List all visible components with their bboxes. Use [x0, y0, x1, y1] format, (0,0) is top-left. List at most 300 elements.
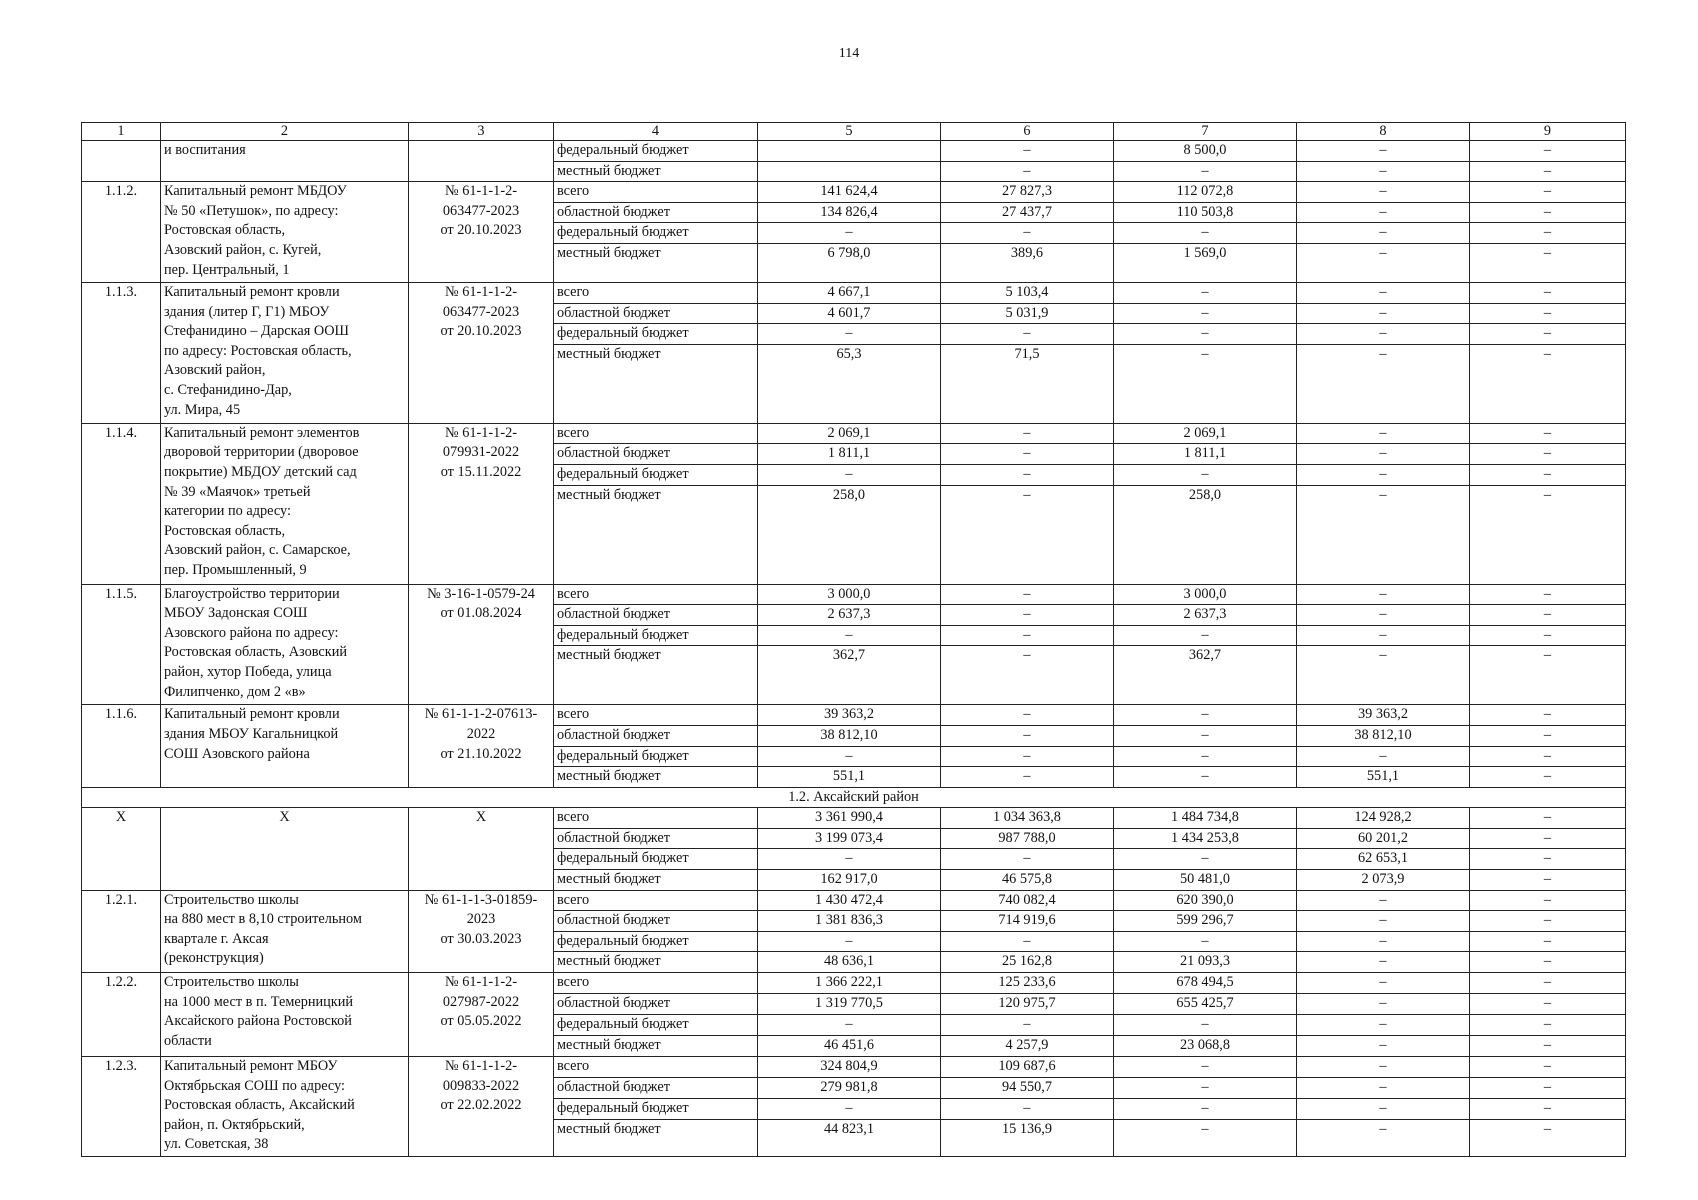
document-number [409, 282, 554, 423]
amount-cell: – [1470, 767, 1626, 788]
object-name-text: Капитальный ремонт кровли здания (литер Г, Г1) МБОУ Стефанидино – Дарская ООШ по адресу: Ростовская область, Азовский район, с. Стефанидино-Дар, ул. Мира, 45 [164, 283, 352, 418]
amount-cell: 46 575,8 [941, 870, 1114, 891]
budget-source: федеральный бюджет [554, 1099, 758, 1120]
table-row [82, 282, 1626, 303]
object-name-text: Капитальный ремонт элементов дворовой территории (дворовое покрытие) МБДОУ детский сад № 39 «Маячок» третьей категории по адресу: Ростовская область, Азовский район, с. Самарское, пер. Промышленный, 9 [164, 424, 360, 578]
amount-cell: – [1114, 1120, 1297, 1157]
document-number [409, 423, 554, 584]
amount-cell: – [1470, 705, 1626, 726]
document-number-text: № 61-1-1-2- 027987-2022 от 05.05.2022 [440, 974, 522, 1030]
document-number [409, 182, 554, 283]
amount-cell: – [1297, 1099, 1470, 1120]
amount-cell: – [1470, 625, 1626, 646]
document-number [409, 973, 554, 1057]
table-row [82, 890, 1626, 911]
amount-cell: 1 034 363,8 [941, 808, 1114, 829]
table-row [82, 973, 1626, 994]
amount-cell: 1 569,0 [1114, 243, 1297, 282]
object-name [161, 705, 409, 787]
table-row [82, 182, 1626, 203]
amount-cell: – [941, 485, 1114, 584]
amount-cell: – [1470, 202, 1626, 223]
column-numbers-row [82, 123, 1626, 141]
amount-cell: – [1297, 584, 1470, 605]
amount-cell: – [1297, 746, 1470, 767]
budget-source: всего [554, 973, 758, 994]
amount-cell: – [1470, 1078, 1626, 1099]
amount-cell: 27 437,7 [941, 202, 1114, 223]
amount-cell: – [1297, 223, 1470, 244]
amount-cell: – [1114, 464, 1297, 485]
amount-cell: 6 798,0 [758, 243, 941, 282]
amount-cell: – [1297, 605, 1470, 626]
amount-cell: 27 827,3 [941, 182, 1114, 203]
amount-cell: – [1470, 141, 1626, 162]
budget-source: федеральный бюджет [554, 223, 758, 244]
amount-cell: 551,1 [758, 767, 941, 788]
amount-cell: 2 073,9 [1297, 870, 1470, 891]
amount-cell: – [941, 464, 1114, 485]
amount-cell: 5 103,4 [941, 282, 1114, 303]
amount-cell: 2 069,1 [758, 423, 941, 444]
amount-cell: – [1470, 444, 1626, 465]
amount-cell: 4 667,1 [758, 282, 941, 303]
object-name-text: Благоустройство территории МБОУ Задонская СОШ Азовского района по адресу: Ростовская область, Азовский район, хутор Победа, улица Филипченко, дом 2 «в» [164, 585, 347, 700]
amount-cell: 362,7 [758, 646, 941, 705]
amount-cell: – [1297, 1015, 1470, 1036]
amount-cell: – [1114, 344, 1297, 423]
budget-source: федеральный бюджет [554, 931, 758, 952]
object-name-text: Капитальный ремонт МБОУ Октябрьская СОШ по адресу: Ростовская область, Аксайский район, п. Октябрьский, ул. Советская, 38 [164, 1058, 355, 1153]
item-number: Х [82, 808, 161, 890]
amount-cell: 655 425,7 [1114, 994, 1297, 1015]
amount-cell: – [1470, 746, 1626, 767]
amount-cell: – [758, 625, 941, 646]
budget-source: всего [554, 890, 758, 911]
amount-cell: – [1470, 223, 1626, 244]
amount-cell: – [941, 849, 1114, 870]
amount-cell: 1 381 836,3 [758, 911, 941, 932]
amount-cell: – [1297, 243, 1470, 282]
amount-cell: 25 162,8 [941, 952, 1114, 973]
amount-cell: 109 687,6 [941, 1057, 1114, 1078]
amount-cell: – [1470, 1057, 1626, 1078]
amount-cell: – [1297, 646, 1470, 705]
amount-cell: – [941, 725, 1114, 746]
table-row [82, 141, 1626, 162]
budget-source: областной бюджет [554, 828, 758, 849]
amount-cell: – [1470, 584, 1626, 605]
amount-cell: – [758, 324, 941, 345]
amount-cell: 620 390,0 [1114, 890, 1297, 911]
amount-cell: – [941, 1099, 1114, 1120]
amount-cell: 4 257,9 [941, 1036, 1114, 1057]
budget-source: федеральный бюджет [554, 746, 758, 767]
amount-cell: 1 366 222,1 [758, 973, 941, 994]
amount-cell: 65,3 [758, 344, 941, 423]
amount-cell: – [1297, 344, 1470, 423]
amount-cell: 1 484 734,8 [1114, 808, 1297, 829]
amount-cell: – [1297, 1120, 1470, 1157]
document-number-text: № 61-1-1-2-07613- 2022 от 21.10.2022 [424, 706, 538, 762]
amount-cell: 124 928,2 [1297, 808, 1470, 829]
amount-cell: 38 812,10 [758, 725, 941, 746]
amount-cell: 987 788,0 [941, 828, 1114, 849]
budget-source: местный бюджет [554, 344, 758, 423]
amount-cell: – [1470, 890, 1626, 911]
amount-cell: – [1470, 870, 1626, 891]
amount-cell: – [1297, 303, 1470, 324]
budget-source: федеральный бюджет [554, 141, 758, 162]
amount-cell: – [1470, 849, 1626, 870]
object-name [161, 890, 409, 972]
budget-source: областной бюджет [554, 911, 758, 932]
amount-cell: – [941, 444, 1114, 465]
amount-cell: 71,5 [941, 344, 1114, 423]
amount-cell: 62 653,1 [1297, 849, 1470, 870]
amount-cell: 740 082,4 [941, 890, 1114, 911]
amount-cell: 1 430 472,4 [758, 890, 941, 911]
document-number-text: № 61-1-1-2- 009833-2022 от 22.02.2022 [440, 1058, 522, 1114]
column-number: 1 [82, 123, 161, 141]
amount-cell: – [1297, 1036, 1470, 1057]
item-number: 1.1.6. [82, 705, 161, 787]
amount-cell: – [1297, 1057, 1470, 1078]
budget-source: областной бюджет [554, 605, 758, 626]
budget-source: местный бюджет [554, 870, 758, 891]
budget-source: всего [554, 182, 758, 203]
budget-source: местный бюджет [554, 161, 758, 182]
object-name-text: Капитальный ремонт МБДОУ № 50 «Петушок», по адресу: Ростовская область, Азовский район, с. Кугей, пер. Центральный, 1 [164, 183, 347, 278]
budget-source: федеральный бюджет [554, 464, 758, 485]
column-number: 4 [554, 123, 758, 141]
amount-cell: – [1114, 324, 1297, 345]
document-number [409, 1057, 554, 1157]
amount-cell: – [1470, 911, 1626, 932]
object-name [161, 282, 409, 423]
object-name [161, 808, 409, 890]
amount-cell: 44 823,1 [758, 1120, 941, 1157]
amount-cell: 48 636,1 [758, 952, 941, 973]
object-name-text: и воспитания [164, 142, 246, 158]
budget-source: федеральный бюджет [554, 625, 758, 646]
amount-cell: – [1297, 282, 1470, 303]
budget-source: федеральный бюджет [554, 1015, 758, 1036]
amount-cell: 389,6 [941, 243, 1114, 282]
amount-cell: 258,0 [758, 485, 941, 584]
amount-cell: – [941, 1015, 1114, 1036]
budget-source: всего [554, 584, 758, 605]
amount-cell: – [1114, 1057, 1297, 1078]
object-name-text: Строительство школы на 880 мест в 8,10 строительном квартале г. Аксая (реконструкция) [164, 891, 362, 967]
document-number [409, 808, 554, 890]
amount-cell: – [1297, 625, 1470, 646]
item-number: 1.2.1. [82, 890, 161, 972]
table-row [82, 584, 1626, 605]
amount-cell: – [1114, 725, 1297, 746]
budget-source: всего [554, 808, 758, 829]
budget-source: областной бюджет [554, 994, 758, 1015]
amount-cell: – [1114, 161, 1297, 182]
document-number-text: № 61-1-1-2- 063477-2023 от 20.10.2023 [440, 183, 522, 239]
amount-cell: 279 981,8 [758, 1078, 941, 1099]
amount-cell [758, 141, 941, 162]
amount-cell: – [941, 705, 1114, 726]
amount-cell: – [941, 141, 1114, 162]
amount-cell: – [1470, 1015, 1626, 1036]
document-number [409, 141, 554, 182]
column-number: 2 [161, 123, 409, 141]
amount-cell: – [1470, 605, 1626, 626]
amount-cell: – [1470, 282, 1626, 303]
amount-cell: – [941, 584, 1114, 605]
amount-cell: 1 811,1 [1114, 444, 1297, 465]
amount-cell: 120 975,7 [941, 994, 1114, 1015]
amount-cell: – [1297, 890, 1470, 911]
amount-cell: – [1470, 808, 1626, 829]
amount-cell: – [1114, 1015, 1297, 1036]
amount-cell: 3 361 990,4 [758, 808, 941, 829]
amount-cell: – [1114, 1099, 1297, 1120]
document-number-text: № 61-1-1-2- 079931-2022 от 15.11.2022 [440, 424, 522, 480]
column-number: 9 [1470, 123, 1626, 141]
amount-cell: – [1114, 746, 1297, 767]
amount-cell: 162 917,0 [758, 870, 941, 891]
document-number-text: № 61-1-1-3-01859- 2023 от 30.03.2023 [424, 891, 538, 947]
amount-cell: 110 503,8 [1114, 202, 1297, 223]
district-heading: 1.2. Аксайский район [82, 787, 1626, 808]
amount-cell: 324 804,9 [758, 1057, 941, 1078]
amount-cell: – [1470, 646, 1626, 705]
amount-cell: – [1114, 849, 1297, 870]
amount-cell: – [1114, 931, 1297, 952]
column-number: 8 [1297, 123, 1470, 141]
amount-cell: – [758, 849, 941, 870]
object-name [161, 141, 409, 182]
object-name-text: Х [279, 809, 290, 826]
amount-cell: – [1297, 485, 1470, 584]
amount-cell: 50 481,0 [1114, 870, 1297, 891]
amount-cell: – [1114, 303, 1297, 324]
amount-cell: 15 136,9 [941, 1120, 1114, 1157]
amount-cell: – [1297, 1078, 1470, 1099]
amount-cell: – [1114, 625, 1297, 646]
amount-cell: 125 233,6 [941, 973, 1114, 994]
amount-cell: – [1297, 444, 1470, 465]
amount-cell: – [941, 324, 1114, 345]
amount-cell: 8 500,0 [1114, 141, 1297, 162]
amount-cell: – [1470, 952, 1626, 973]
budget-source: всего [554, 1057, 758, 1078]
amount-cell: – [941, 605, 1114, 626]
column-number: 5 [758, 123, 941, 141]
amount-cell: – [941, 746, 1114, 767]
amount-cell: – [941, 161, 1114, 182]
budget-source: местный бюджет [554, 485, 758, 584]
budget-source: областной бюджет [554, 202, 758, 223]
amount-cell: – [1297, 952, 1470, 973]
amount-cell: 362,7 [1114, 646, 1297, 705]
amount-cell: – [1470, 423, 1626, 444]
amount-cell: – [1297, 464, 1470, 485]
amount-cell: 94 550,7 [941, 1078, 1114, 1099]
amount-cell: – [758, 931, 941, 952]
item-number: 1.2.3. [82, 1057, 161, 1157]
amount-cell: – [1297, 423, 1470, 444]
amount-cell: – [1470, 344, 1626, 423]
amount-cell: – [1470, 243, 1626, 282]
table-body [82, 123, 1626, 1157]
amount-cell: – [1297, 973, 1470, 994]
table-row [82, 423, 1626, 444]
amount-cell: – [1470, 931, 1626, 952]
item-number: 1.1.5. [82, 584, 161, 705]
document-number-text: Х [475, 809, 487, 826]
amount-cell: 21 093,3 [1114, 952, 1297, 973]
amount-cell: – [1470, 994, 1626, 1015]
document-number-text: № 3-16-1-0579-24 от 01.08.2024 [427, 585, 535, 622]
amount-cell: – [1114, 1078, 1297, 1099]
amount-cell [758, 161, 941, 182]
budget-source: областной бюджет [554, 444, 758, 465]
amount-cell: 39 363,2 [758, 705, 941, 726]
budget-source: областной бюджет [554, 1078, 758, 1099]
amount-cell: – [1297, 911, 1470, 932]
amount-cell: – [1114, 705, 1297, 726]
amount-cell: – [758, 1015, 941, 1036]
amount-cell: 112 072,8 [1114, 182, 1297, 203]
budget-source: местный бюджет [554, 767, 758, 788]
amount-cell: 38 812,10 [1297, 725, 1470, 746]
column-number: 7 [1114, 123, 1297, 141]
amount-cell: – [941, 223, 1114, 244]
object-name [161, 584, 409, 705]
item-number: 1.1.4. [82, 423, 161, 584]
object-name-text: Строительство школы на 1000 мест в п. Темерницкий Аксайского района Ростовской области [164, 974, 354, 1049]
amount-cell: – [1470, 973, 1626, 994]
page-number: 114 [838, 46, 860, 61]
item-number: 1.2.2. [82, 973, 161, 1057]
amount-cell: – [1297, 994, 1470, 1015]
amount-cell: – [1297, 324, 1470, 345]
budget-source: местный бюджет [554, 243, 758, 282]
amount-cell: 141 624,4 [758, 182, 941, 203]
amount-cell: – [941, 625, 1114, 646]
item-number: 1.1.2. [82, 182, 161, 283]
amount-cell: – [1114, 282, 1297, 303]
amount-cell: 1 811,1 [758, 444, 941, 465]
budget-table [81, 122, 1626, 1157]
amount-cell: – [1114, 767, 1297, 788]
budget-source: федеральный бюджет [554, 849, 758, 870]
amount-cell: – [758, 1099, 941, 1120]
amount-cell: 23 068,8 [1114, 1036, 1297, 1057]
amount-cell: – [1470, 464, 1626, 485]
document-number [409, 705, 554, 787]
object-name [161, 1057, 409, 1157]
amount-cell: – [1297, 931, 1470, 952]
budget-source: областной бюджет [554, 303, 758, 324]
amount-cell: – [941, 767, 1114, 788]
amount-cell: 258,0 [1114, 485, 1297, 584]
column-number: 6 [941, 123, 1114, 141]
object-name [161, 423, 409, 584]
amount-cell: – [1470, 303, 1626, 324]
amount-cell: – [941, 931, 1114, 952]
amount-cell: 3 000,0 [758, 584, 941, 605]
amount-cell: – [941, 423, 1114, 444]
amount-cell: – [1470, 828, 1626, 849]
amount-cell: – [1470, 161, 1626, 182]
amount-cell: – [1470, 182, 1626, 203]
table-row [82, 808, 1626, 829]
amount-cell: 599 296,7 [1114, 911, 1297, 932]
amount-cell: 2 637,3 [1114, 605, 1297, 626]
table-row [82, 705, 1626, 726]
amount-cell: 3 199 073,4 [758, 828, 941, 849]
amount-cell: – [1470, 1036, 1626, 1057]
item-number [82, 141, 161, 182]
item-number: 1.1.3. [82, 282, 161, 423]
budget-source: местный бюджет [554, 646, 758, 705]
object-name-text: Капитальный ремонт кровли здания МБОУ Кагальницкой СОШ Азовского района [164, 706, 340, 762]
amount-cell: – [1470, 725, 1626, 746]
object-name [161, 182, 409, 283]
amount-cell: 3 000,0 [1114, 584, 1297, 605]
amount-cell: – [758, 746, 941, 767]
amount-cell: – [1297, 182, 1470, 203]
amount-cell: 5 031,9 [941, 303, 1114, 324]
amount-cell: 714 919,6 [941, 911, 1114, 932]
amount-cell: 46 451,6 [758, 1036, 941, 1057]
amount-cell: 39 363,2 [1297, 705, 1470, 726]
budget-source: всего [554, 705, 758, 726]
document-number-text: № 61-1-1-2- 063477-2023 от 20.10.2023 [440, 283, 522, 340]
amount-cell: 2 069,1 [1114, 423, 1297, 444]
budget-source: местный бюджет [554, 1120, 758, 1157]
budget-source: всего [554, 282, 758, 303]
amount-cell: – [1297, 161, 1470, 182]
amount-cell: – [1297, 202, 1470, 223]
document-number [409, 584, 554, 705]
column-number: 3 [409, 123, 554, 141]
amount-cell: 134 826,4 [758, 202, 941, 223]
amount-cell: – [1297, 141, 1470, 162]
district-band-row [82, 787, 1626, 808]
amount-cell: 551,1 [1297, 767, 1470, 788]
budget-source: местный бюджет [554, 952, 758, 973]
amount-cell: 60 201,2 [1297, 828, 1470, 849]
amount-cell: – [1470, 1099, 1626, 1120]
budget-source: местный бюджет [554, 1036, 758, 1057]
amount-cell: 1 434 253,8 [1114, 828, 1297, 849]
table-row [82, 1057, 1626, 1078]
object-name [161, 973, 409, 1057]
amount-cell: – [941, 646, 1114, 705]
budget-source: всего [554, 423, 758, 444]
amount-cell: – [758, 223, 941, 244]
amount-cell: 4 601,7 [758, 303, 941, 324]
amount-cell: – [1114, 223, 1297, 244]
budget-source: областной бюджет [554, 725, 758, 746]
amount-cell: 1 319 770,5 [758, 994, 941, 1015]
document-number [409, 890, 554, 972]
amount-cell: – [1470, 324, 1626, 345]
amount-cell: – [1470, 485, 1626, 584]
amount-cell: 678 494,5 [1114, 973, 1297, 994]
amount-cell: – [1470, 1120, 1626, 1157]
budget-source: федеральный бюджет [554, 324, 758, 345]
